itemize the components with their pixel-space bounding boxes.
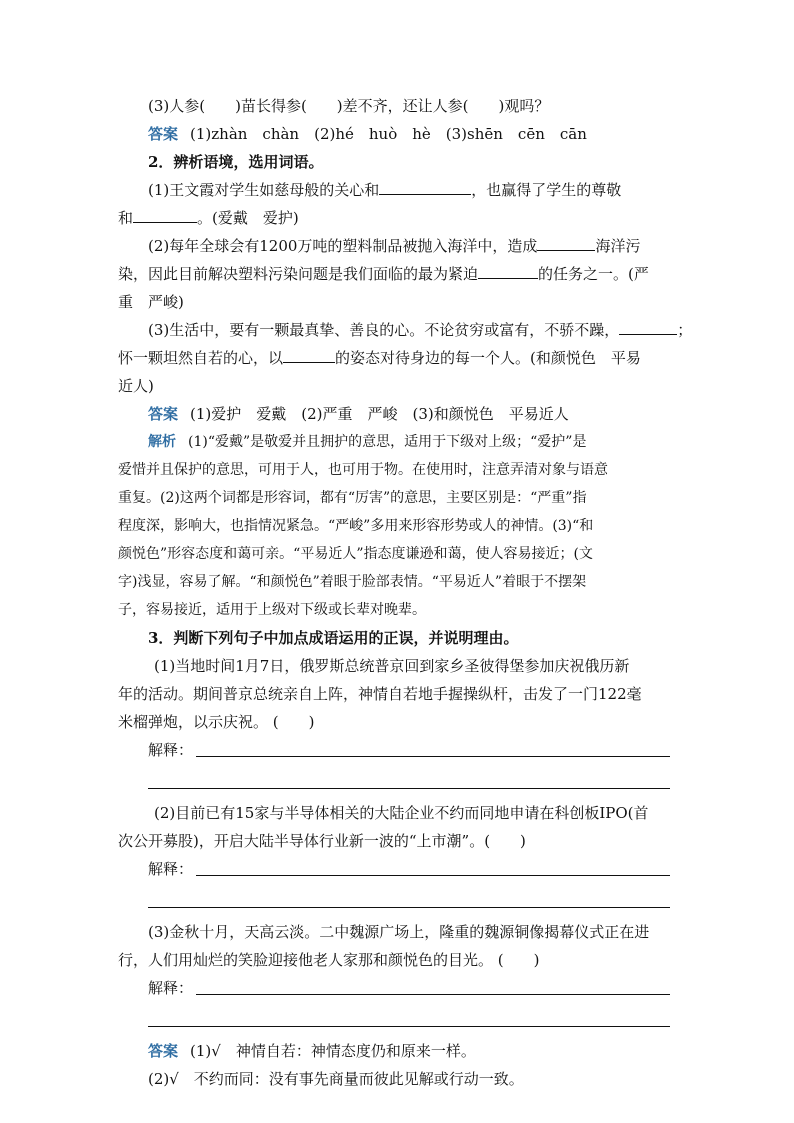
answer-rule	[196, 875, 670, 876]
analysis-line-4: 程度深，影响大，也指情况紧急。“严峻”多用来形容形势或人的神情。(3)“和	[118, 518, 594, 534]
question-3-3-line-2: 行，人们用灿烂的笑脸迎接他老人家那和颜悦色的目光。 ( )	[118, 951, 540, 969]
explanation-label: 解释：	[148, 979, 194, 997]
analysis-line-3: 重复。(2)这两个词都是形容词，都有“厉害”的意思，主要区别是：“严重”指	[118, 490, 587, 506]
analysis-label: 解析	[148, 434, 176, 450]
answer-2-text: (1)爱护 爱戴 (2)严重 严峻 (3)和颜悦色 平易近人	[190, 405, 569, 423]
blank[interactable]	[379, 180, 471, 195]
answer-rule	[196, 994, 670, 995]
analysis-line-1: 解析 (1)“爱戴”是敬爱并且拥护的意思，适用于下级对上级；“爱护”是	[148, 434, 587, 450]
question-3-1-line-2: 年的活动。期间普京总统亲自上阵，神情自若地手握操纵杆，击发了一门122毫	[118, 685, 642, 703]
explanation-label: 解释：	[148, 860, 194, 878]
answer-3-2: (2)√ 不约而同：没有事先商量而彼此见解或行动一致。	[148, 1070, 524, 1088]
blank[interactable]	[619, 320, 677, 335]
answer-1	[118, 120, 678, 148]
answer-label: 答案	[148, 405, 179, 423]
blank[interactable]	[478, 264, 538, 279]
question-3-2-line-1: (2)目前已有15家与半导体相关的大陆企业不约而同地申请在科创板IPO(首	[154, 804, 649, 822]
answer-2	[118, 400, 678, 428]
answer-rule-full[interactable]	[148, 883, 670, 908]
explanation-line[interactable]	[118, 855, 678, 883]
analysis-line-7: 子，容易接近，适用于上级对下级或长辈对晚辈。	[118, 602, 426, 618]
question-3-1-line-1: (1)当地时间1月7日，俄罗斯总统普京回到家乡圣彼得堡参加庆祝俄历新	[154, 657, 630, 675]
blank[interactable]	[283, 348, 335, 363]
explanation-label: 解释：	[148, 741, 194, 759]
explanation-line[interactable]	[118, 974, 678, 1002]
question-3-title: 3．判断下列句子中加点成语运用的正误，并说明理由。	[148, 629, 519, 647]
blank[interactable]	[537, 236, 595, 251]
question-1-part-3: (3)人参( )苗长得参( )差不齐，还让人参( )观吗？	[148, 97, 550, 115]
question-3-2-line-2: 次公开募股)，开启大陆半导体行业新一波的“上市潮”。( )	[118, 832, 526, 850]
question-3-1-line-3: 米榴弹炮，以示庆祝。 ( )	[118, 713, 315, 731]
question-2-1-line-1: (1)王文霞对学生如慈母般的关心和 ，也赢得了学生的尊敬	[148, 181, 622, 199]
answer-label: 答案	[148, 1042, 179, 1060]
question-2-title: 2．辨析语境，选用词语。	[148, 153, 324, 171]
answer-3-1: 答案 (1)√ 神情自若：神情态度仍和原来一样。	[148, 1042, 476, 1060]
question-2-2-line-2: 染，因此目前解决塑料污染问题是我们面临的最为紧迫 的任务之一。(严	[118, 265, 649, 283]
answer-rule-full[interactable]	[148, 764, 670, 789]
analysis-line-2: 爱惜并且保护的意思，可用于人，也可用于物。在使用时，注意弄清对象与语意	[118, 462, 608, 478]
analysis-line-5: 颜悦色”形容态度和蔼可亲。“平易近人”指态度谦逊和蔼，使人容易接近；(文	[118, 546, 593, 562]
document-content	[118, 92, 693, 1093]
answer-rule	[196, 756, 670, 757]
question-2-3-line-3: 近人)	[118, 377, 154, 395]
question-2-1-line-2: 和 。(爱戴 爱护)	[118, 209, 299, 227]
question-2-3-line-1: (3)生活中，要有一颗最真挚、善良的心。不论贫穷或富有，不骄不躁， ；	[148, 321, 693, 339]
answer-rule-full[interactable]	[148, 1002, 670, 1027]
question-3-3-line-1: (3)金秋十月，天高云淡。二中魏源广场上，隆重的魏源铜像揭幕仪式正在进	[148, 923, 650, 941]
answer-label: 答案	[148, 125, 179, 143]
analysis-line-6: 字)浅显，容易了解。“和颜悦色”着眼于脸部表情。“平易近人”着眼于不摆架	[118, 574, 587, 590]
answer-1-text: (1)zhàn chàn (2)hé huò hè (3)shēn cēn cān	[190, 125, 587, 143]
explanation-line[interactable]	[118, 736, 678, 764]
question-2-3-line-2: 怀一颗坦然自若的心，以 的姿态对待身边的每一个人。(和颜悦色 平易	[118, 349, 641, 367]
blank[interactable]	[133, 208, 197, 223]
question-2-2-line-3: 重 严峻)	[118, 293, 184, 311]
question-2-2-line-1: (2)每年全球会有1200万吨的塑料制品被抛入海洋中，造成 海洋污	[148, 237, 641, 255]
